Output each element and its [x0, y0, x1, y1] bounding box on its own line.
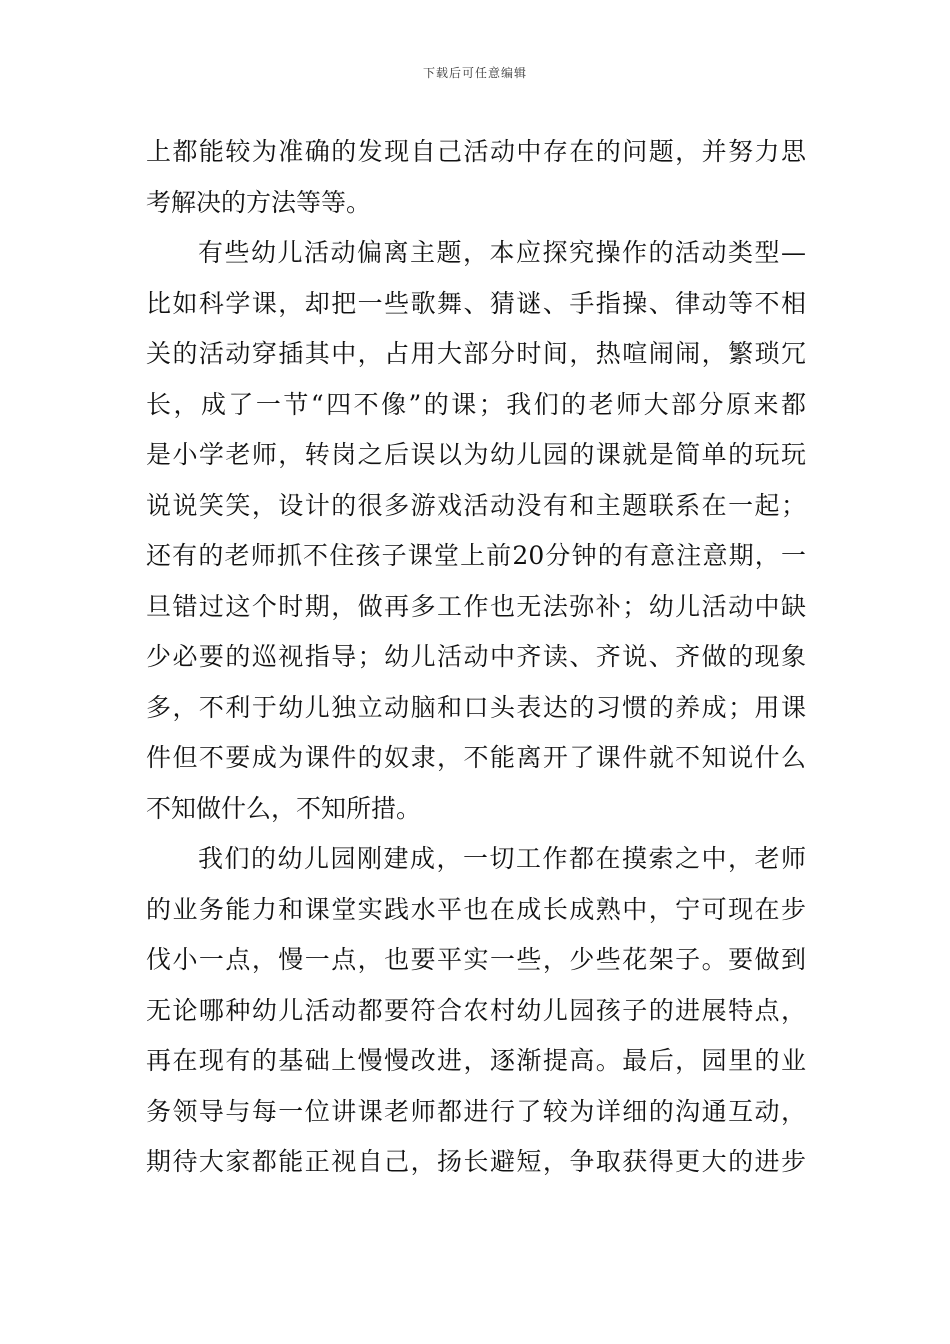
paragraph-line: 关的活动穿插其中，占用大部分时间，热喧闹闹，繁琐冗	[146, 339, 806, 368]
paragraph-1	[146, 127, 806, 228]
paragraph-line: 少必要的巡视指导；幼儿活动中齐读、齐说、齐做的现象	[146, 642, 806, 671]
paragraph-line: 长，成了一节“四不像”的课；我们的老师大部分原来都	[146, 389, 806, 419]
paragraph-3	[146, 834, 806, 1188]
page-header: 下载后可任意编辑	[422, 66, 527, 80]
paragraph-line: 有些幼儿活动偏离主题，本应探究操作的活动类型—	[198, 238, 806, 267]
paragraph-line: 期待大家都能正视自己，扬长避短，争取获得更大的进步	[146, 1147, 806, 1176]
paragraph-line: 考解决的方法等等。	[146, 187, 372, 217]
paragraph-line: 无论哪种幼儿活动都要符合农村幼儿园孩子的进展特点，	[146, 995, 806, 1025]
paragraph-2	[146, 228, 806, 834]
paragraph-line: 伐小一点，慢一点，也要平实一些，少些花架子。要做到	[146, 945, 806, 974]
paragraph-line: 旦错过这个时期，做再多工作也无法弥补；幼儿活动中缺	[146, 591, 806, 621]
paragraph-line: 的业务能力和课堂实践水平也在成长成熟中，宁可现在步	[146, 894, 806, 924]
paragraph-line: 务领导与每一位讲课老师都进行了较为详细的沟通互动，	[146, 1096, 806, 1126]
paragraph-line: 件但不要成为课件的奴隶，不能离开了课件就不知说什么	[146, 743, 806, 772]
paragraph-line: 再在现有的基础上慢慢改进，逐渐提高。最后，园里的业	[146, 1046, 806, 1075]
paragraph-line: 不知做什么，不知所措。	[146, 793, 422, 823]
paragraph-line: 我们的幼儿园刚建成，一切工作都在摸索之中，老师	[198, 844, 806, 873]
paragraph-line: 说说笑笑，设计的很多游戏活动没有和主题联系在一起；	[146, 490, 806, 520]
paragraph-line: 上都能较为准确的发现自己活动中存在的问题，并努力思	[146, 137, 806, 166]
paragraph-line: 多，不利于幼儿独立动脑和口头表达的习惯的养成；用课	[146, 692, 806, 722]
paragraph-line: 是小学老师，转岗之后误以为幼儿园的课就是简单的玩玩	[146, 440, 806, 469]
paragraph-line: 比如科学课，却把一些歌舞、猜谜、手指操、律动等不相	[146, 288, 806, 318]
document-body	[146, 127, 806, 1188]
paragraph-line: 还有的老师抓不住孩子课堂上前20分钟的有意注意期，一	[146, 541, 806, 570]
